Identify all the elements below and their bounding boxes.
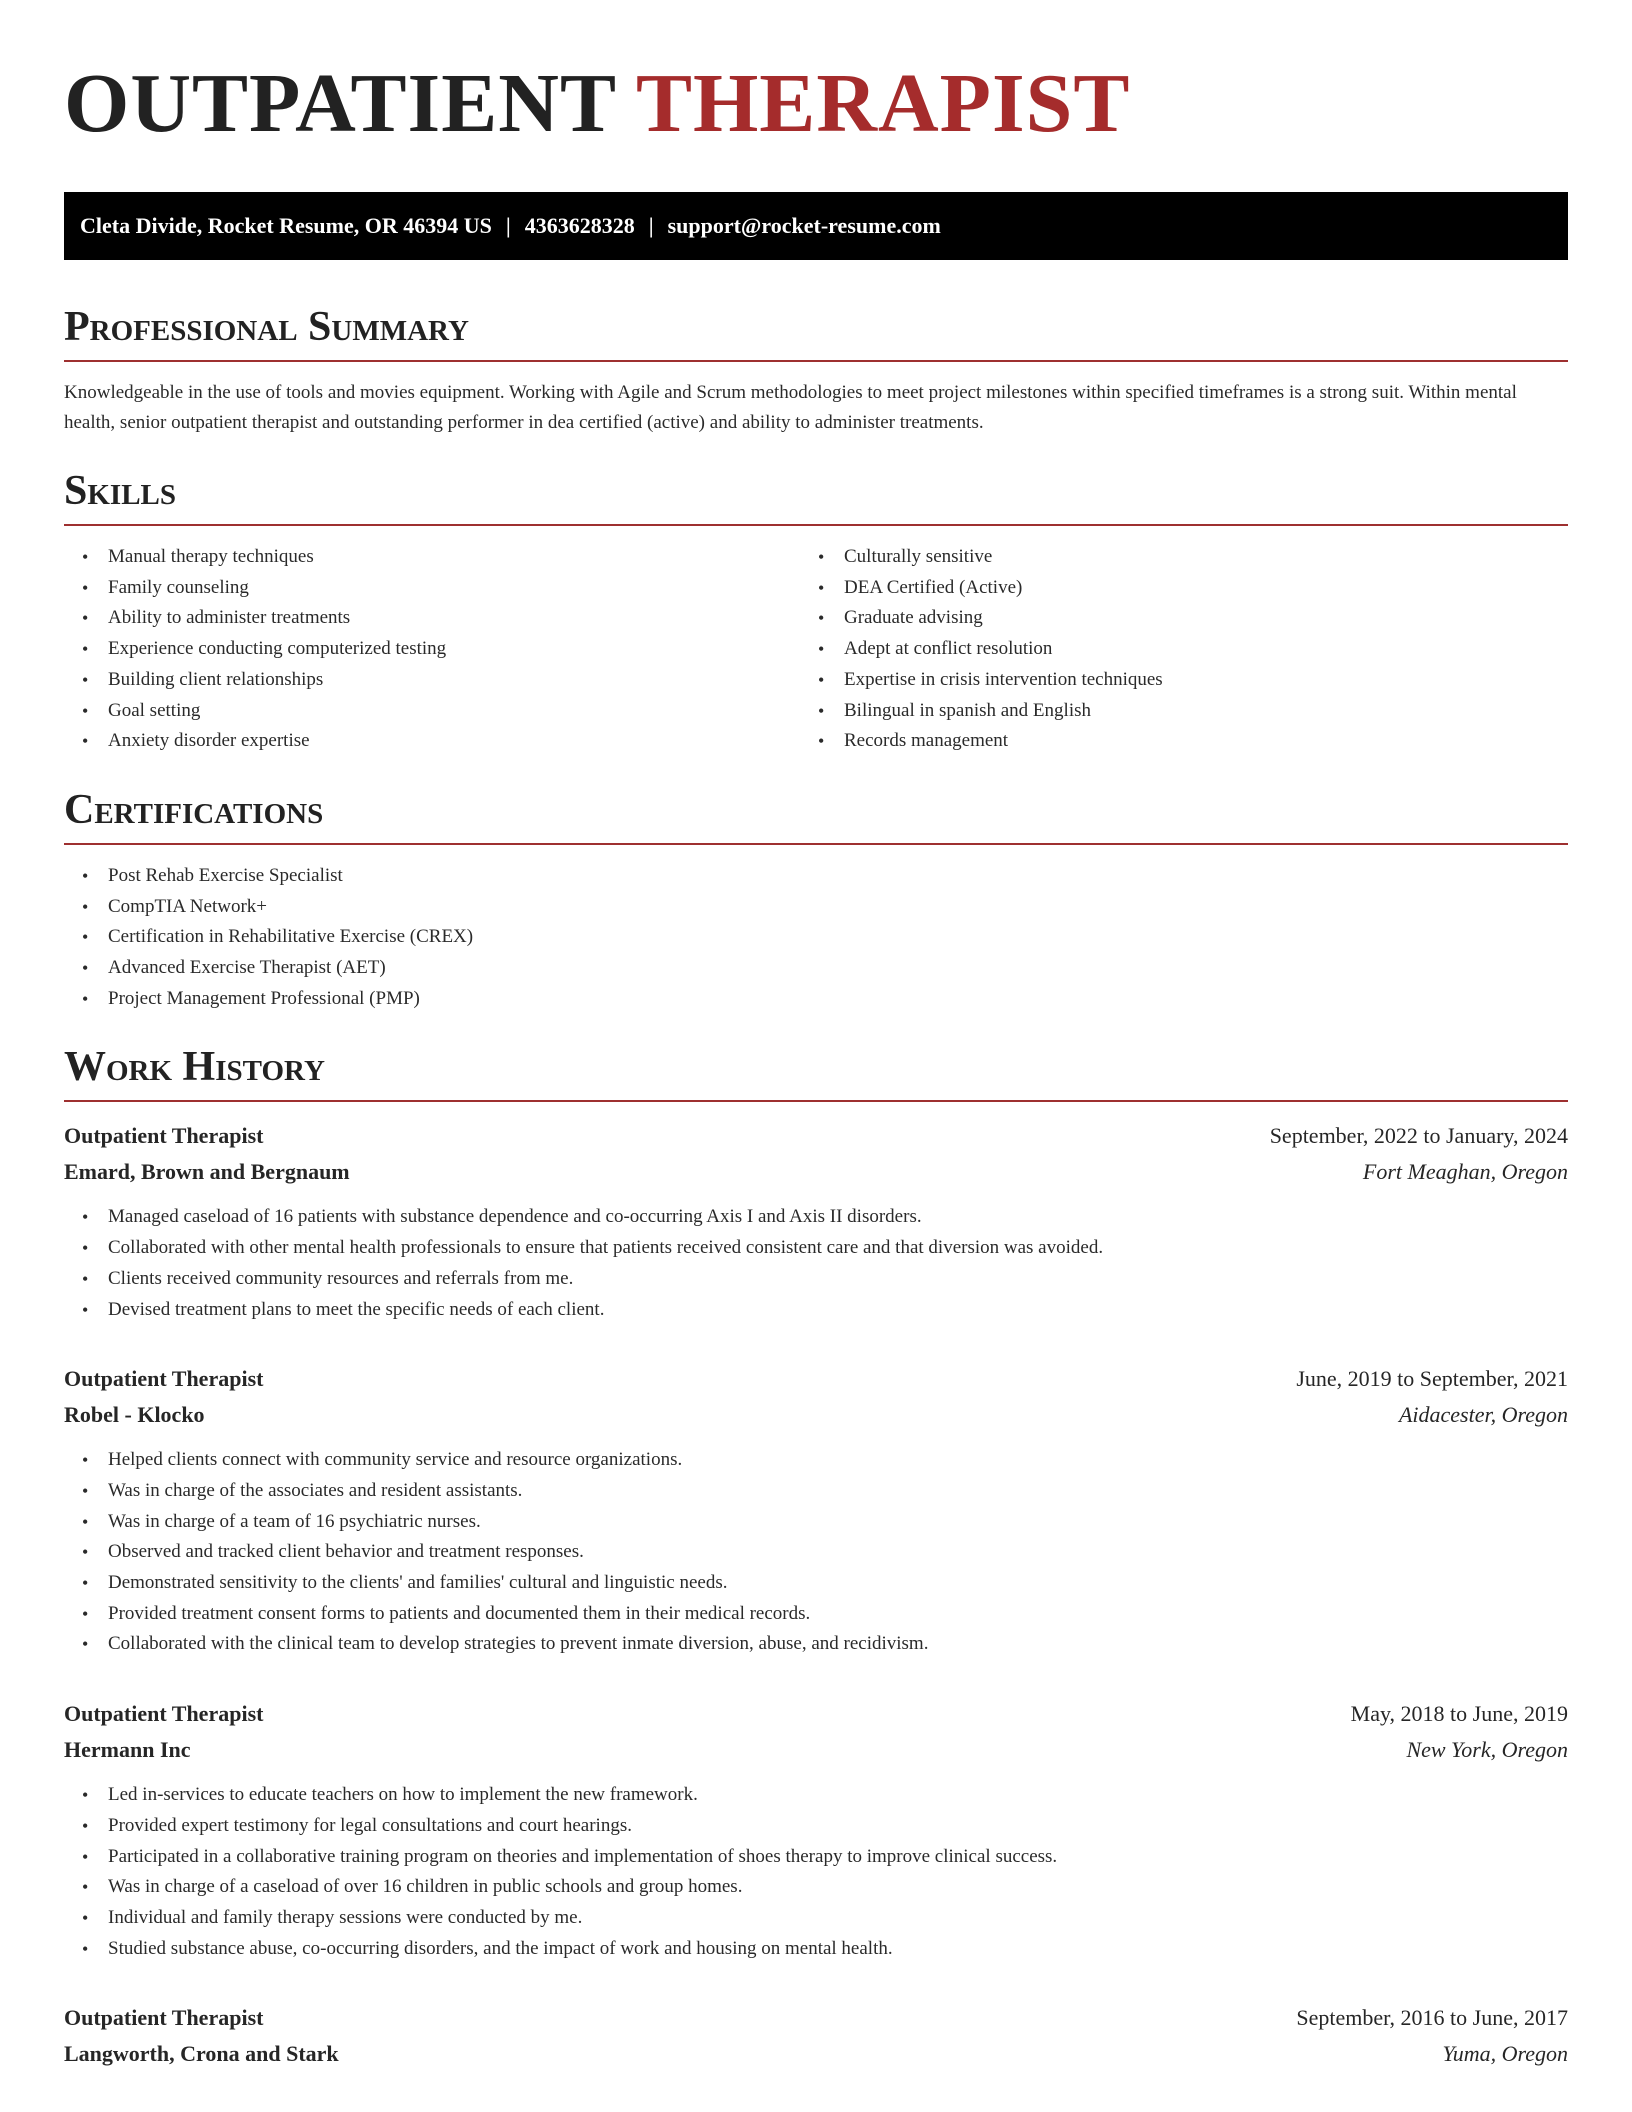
job-duty-item: • Clients received community resources and referrals from me. xyxy=(108,1264,1568,1295)
job-location: New York, Oregon xyxy=(1406,1737,1568,1763)
certification-item: • Advanced Exercise Therapist (AET) xyxy=(108,953,1568,984)
skill-item: • Culturally sensitive xyxy=(844,542,1552,573)
skill-item: • Anxiety disorder expertise xyxy=(108,726,800,757)
section-heading-summary: Professional Summary xyxy=(64,302,1568,362)
contact-email[interactable]: support@rocket-resume.com xyxy=(667,213,941,238)
certifications-list xyxy=(64,861,1568,1015)
job-entry xyxy=(64,1696,1568,1964)
section-heading-certifications: Certifications xyxy=(64,785,1568,845)
job-title: Outpatient Therapist xyxy=(64,1123,264,1149)
resume-title xyxy=(64,58,1568,150)
skill-item: • Goal setting xyxy=(108,696,800,727)
job-duty-item: • Was in charge of a team of 16 psychiatric nurses. xyxy=(108,1507,1568,1538)
job-title: Outpatient Therapist xyxy=(64,1366,264,1392)
job-duty-item: • Managed caseload of 16 patients with substance dependence and co-occurring Axis I and Axis II disorders. xyxy=(108,1202,1568,1233)
job-duty-item: • Studied substance abuse, co-occurring disorders, and the impact of work and housing on mental health. xyxy=(108,1934,1568,1965)
job-entry xyxy=(64,2000,1568,2072)
skill-item: • Bilingual in spanish and English xyxy=(844,696,1552,727)
job-duty-item: • Observed and tracked client behavior and treatment responses. xyxy=(108,1537,1568,1568)
certification-item: • Project Management Professional (PMP) xyxy=(108,984,1568,1015)
job-duty-item: • Provided expert testimony for legal consultations and court hearings. xyxy=(108,1811,1568,1842)
job-duties-list xyxy=(64,1202,1568,1325)
title-part-2: THERAPIST xyxy=(635,57,1131,150)
work-history-list xyxy=(64,1118,1568,2072)
certification-item: • Post Rehab Exercise Specialist xyxy=(108,861,1568,892)
job-dates: June, 2019 to September, 2021 xyxy=(1296,1366,1568,1392)
skill-item: • Experience conducting computerized testing xyxy=(108,634,800,665)
skill-item: • DEA Certified (Active) xyxy=(844,573,1552,604)
job-dates: September, 2022 to January, 2024 xyxy=(1269,1123,1568,1149)
job-duties-list xyxy=(64,1780,1568,1964)
job-duty-item: • Demonstrated sensitivity to the clients' and families' cultural and linguistic needs. xyxy=(108,1568,1568,1599)
job-duty-item: • Helped clients connect with community service and resource organizations. xyxy=(108,1445,1568,1476)
job-header-row xyxy=(64,2000,1568,2036)
skill-item: • Records management xyxy=(844,726,1552,757)
job-company-row xyxy=(64,1397,1568,1433)
skill-item: • Adept at conflict resolution xyxy=(844,634,1552,665)
job-company-row xyxy=(64,1154,1568,1190)
job-duty-item: • Was in charge of a caseload of over 16 children in public schools and group homes. xyxy=(108,1872,1568,1903)
certification-item: • CompTIA Network+ xyxy=(108,892,1568,923)
job-entry xyxy=(64,1118,1568,1325)
job-header-row xyxy=(64,1118,1568,1154)
skill-item: • Manual therapy techniques xyxy=(108,542,800,573)
job-location: Aidacester, Oregon xyxy=(1398,1402,1568,1428)
job-location: Fort Meaghan, Oregon xyxy=(1362,1159,1568,1185)
job-location: Yuma, Oregon xyxy=(1442,2041,1568,2067)
job-duty-item: • Participated in a collaborative training program on theories and implementation of shoes therapy to improve clinical success. xyxy=(108,1842,1568,1873)
job-header-row xyxy=(64,1361,1568,1397)
job-duty-item: • Led in-services to educate teachers on how to implement the new framework. xyxy=(108,1780,1568,1811)
job-dates: September, 2016 to June, 2017 xyxy=(1296,2005,1568,2031)
skill-item: • Ability to administer treatments xyxy=(108,603,800,634)
job-company: Emard, Brown and Bergnaum xyxy=(64,1159,350,1185)
section-heading-skills: Skills xyxy=(64,466,1568,526)
summary-text: Knowledgeable in the use of tools and movies equipment. Working with Agile and Scrum methodologies to meet project milestones within specified timeframes is a strong suit. Within mental health, senior outpatient therapist and outstanding performer in dea certified (active) and ability to administer treatments. xyxy=(64,382,1517,433)
job-duties-list xyxy=(64,1445,1568,1660)
job-title: Outpatient Therapist xyxy=(64,1701,264,1727)
job-company: Robel - Klocko xyxy=(64,1402,205,1428)
job-company: Hermann Inc xyxy=(64,1737,191,1763)
job-duty-item: • Individual and family therapy sessions were conducted by me. xyxy=(108,1903,1568,1934)
skills-list-left xyxy=(64,542,800,757)
job-duty-item: • Was in charge of the associates and resident assistants. xyxy=(108,1476,1568,1507)
contact-bar xyxy=(64,192,1568,260)
contact-phone: 4363628328 xyxy=(524,213,635,238)
skill-item: • Family counseling xyxy=(108,573,800,604)
job-duty-item: • Provided treatment consent forms to patients and documented them in their medical records. xyxy=(108,1599,1568,1630)
contact-address: Cleta Divide, Rocket Resume, OR 46394 US xyxy=(80,213,492,238)
contact-separator: | xyxy=(505,213,511,238)
certification-item: • Certification in Rehabilitative Exercise (CREX) xyxy=(108,922,1568,953)
job-company: Langworth, Crona and Stark xyxy=(64,2041,339,2067)
section-heading-work-history: Work History xyxy=(64,1042,1568,1102)
job-title: Outpatient Therapist xyxy=(64,2005,264,2031)
skills-list-right xyxy=(800,542,1552,757)
job-duty-item: • Collaborated with the clinical team to develop strategies to prevent inmate diversion, abuse, and recidivism. xyxy=(108,1629,1568,1660)
contact-separator: | xyxy=(648,213,654,238)
job-company-row xyxy=(64,1732,1568,1768)
job-dates: May, 2018 to June, 2019 xyxy=(1350,1701,1568,1727)
skill-item: • Expertise in crisis intervention techniques xyxy=(844,665,1552,696)
job-company-row xyxy=(64,2036,1568,2072)
job-entry xyxy=(64,1361,1568,1660)
skill-item: • Building client relationships xyxy=(108,665,800,696)
title-part-1: OUTPATIENT xyxy=(64,57,616,150)
job-duty-item: • Devised treatment plans to meet the specific needs of each client. xyxy=(108,1295,1568,1326)
skill-item: • Graduate advising xyxy=(844,603,1552,634)
job-duty-item: • Collaborated with other mental health professionals to ensure that patients received consistent care and that diversion was avoided. xyxy=(108,1233,1568,1264)
skills-grid xyxy=(64,526,1568,757)
job-header-row xyxy=(64,1696,1568,1732)
